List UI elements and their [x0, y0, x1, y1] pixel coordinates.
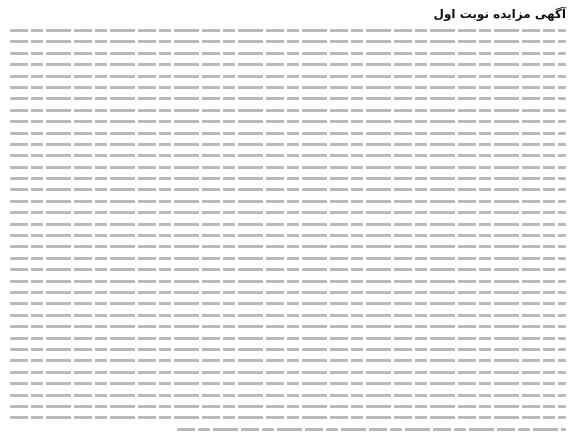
notice-text-line [10, 86, 566, 89]
notice-text-line [10, 337, 566, 340]
notice-text-line [10, 177, 566, 180]
notice-text-line [10, 211, 566, 214]
notice-text-line [10, 359, 566, 362]
notice-text-line [10, 382, 566, 385]
notice-text-line [10, 280, 566, 283]
notice-text-line [10, 143, 566, 146]
notice-text-line [10, 75, 566, 78]
notice-text-line [10, 325, 566, 328]
notice-text-line [10, 52, 566, 55]
notice-text-line [10, 223, 566, 226]
notice-text-line [10, 371, 566, 374]
notice-text-line [10, 405, 566, 408]
notice-text-line [177, 428, 566, 431]
notice-text-line [10, 268, 566, 271]
notice-text-line [10, 257, 566, 260]
notice-body-text [10, 29, 566, 431]
notice-text-line [10, 200, 566, 203]
notice-text-line [10, 314, 566, 317]
notice-text-line [10, 188, 566, 191]
notice-text-line [10, 291, 566, 294]
notice-text-line [10, 166, 566, 169]
notice-text-line [10, 40, 566, 43]
notice-text-line [10, 132, 566, 135]
notice-text-line [10, 154, 566, 157]
notice-title: آگهی مزایده نوبت اول [433, 7, 566, 21]
notice-text-line [10, 63, 566, 66]
notice-text-line [10, 416, 566, 419]
notice-text-line [10, 302, 566, 305]
notice-text-line [10, 348, 566, 351]
notice-text-line [10, 394, 566, 397]
notice-text-line [10, 120, 566, 123]
notice-text-line [10, 109, 566, 112]
notice-text-line [10, 234, 566, 237]
notice-text-line [10, 97, 566, 100]
notice-text-line [10, 245, 566, 248]
notice-text-line [10, 29, 566, 32]
